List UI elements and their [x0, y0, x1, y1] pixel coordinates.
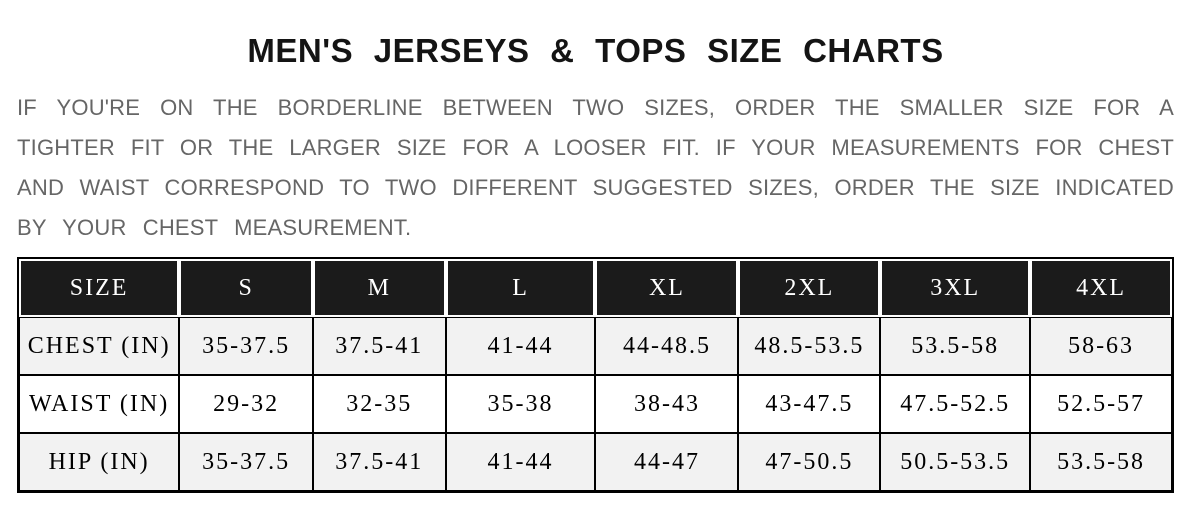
size-chart-table [17, 257, 1174, 493]
size-chart-cell: 48.5-53.5 [738, 317, 880, 375]
size-chart-cell: 38-43 [595, 375, 738, 433]
size-chart-cell: 41-44 [446, 317, 596, 375]
size-chart-cell: 53.5-58 [1030, 433, 1172, 491]
size-guidance-line: AND WAIST CORRESPOND TO TWO DIFFERENT SUGGESTED SIZES, ORDER THE SIZE INDICATED [17, 175, 1174, 200]
table-row-hip [19, 433, 1172, 491]
table-row-waist [19, 375, 1172, 433]
size-chart-cell: 44-48.5 [595, 317, 738, 375]
size-chart-cell: 43-47.5 [738, 375, 880, 433]
size-chart-column-header: 4XL [1030, 259, 1172, 317]
size-chart-row-label: WAIST (IN) [19, 375, 179, 433]
size-chart-cell: 58-63 [1030, 317, 1172, 375]
size-chart-column-header: 3XL [880, 259, 1030, 317]
size-chart-row-label: HIP (IN) [19, 433, 179, 491]
size-guidance-line: TIGHTER FIT OR THE LARGER SIZE FOR A LOOSER FIT. IF YOUR MEASUREMENTS FOR CHEST [17, 135, 1174, 160]
size-chart-column-header: 2XL [738, 259, 880, 317]
size-guidance-line: IF YOU'RE ON THE BORDERLINE BETWEEN TWO SIZES, ORDER THE SMALLER SIZE FOR A [17, 95, 1174, 120]
size-chart-row-label: CHEST (IN) [19, 317, 179, 375]
size-chart-cell: 35-37.5 [179, 433, 313, 491]
size-chart-page [0, 32, 1191, 493]
size-chart-cell: 50.5-53.5 [880, 433, 1030, 491]
size-chart-cell: 35-37.5 [179, 317, 313, 375]
size-chart-cell: 37.5-41 [313, 433, 446, 491]
size-chart-column-header: S [179, 259, 313, 317]
size-chart-cell: 47.5-52.5 [880, 375, 1030, 433]
page-title: MEN'S JERSEYS & TOPS SIZE CHARTS [247, 32, 944, 69]
size-chart-cell: 41-44 [446, 433, 596, 491]
size-chart-column-header: SIZE [19, 259, 179, 317]
size-chart-column-header: M [313, 259, 446, 317]
size-chart-cell: 44-47 [595, 433, 738, 491]
size-chart-cell: 47-50.5 [738, 433, 880, 491]
size-chart-column-header: L [446, 259, 596, 317]
size-chart-header-row [19, 259, 1172, 317]
size-chart-cell: 37.5-41 [313, 317, 446, 375]
size-chart-cell: 53.5-58 [880, 317, 1030, 375]
size-chart-column-header: XL [595, 259, 738, 317]
size-chart-cell: 29-32 [179, 375, 313, 433]
size-chart-cell: 35-38 [446, 375, 596, 433]
size-chart-cell: 32-35 [313, 375, 446, 433]
size-guidance-text [17, 88, 1174, 248]
table-row-chest [19, 317, 1172, 375]
size-chart-cell: 52.5-57 [1030, 375, 1172, 433]
size-guidance-line: BY YOUR CHEST MEASUREMENT. [17, 215, 412, 240]
